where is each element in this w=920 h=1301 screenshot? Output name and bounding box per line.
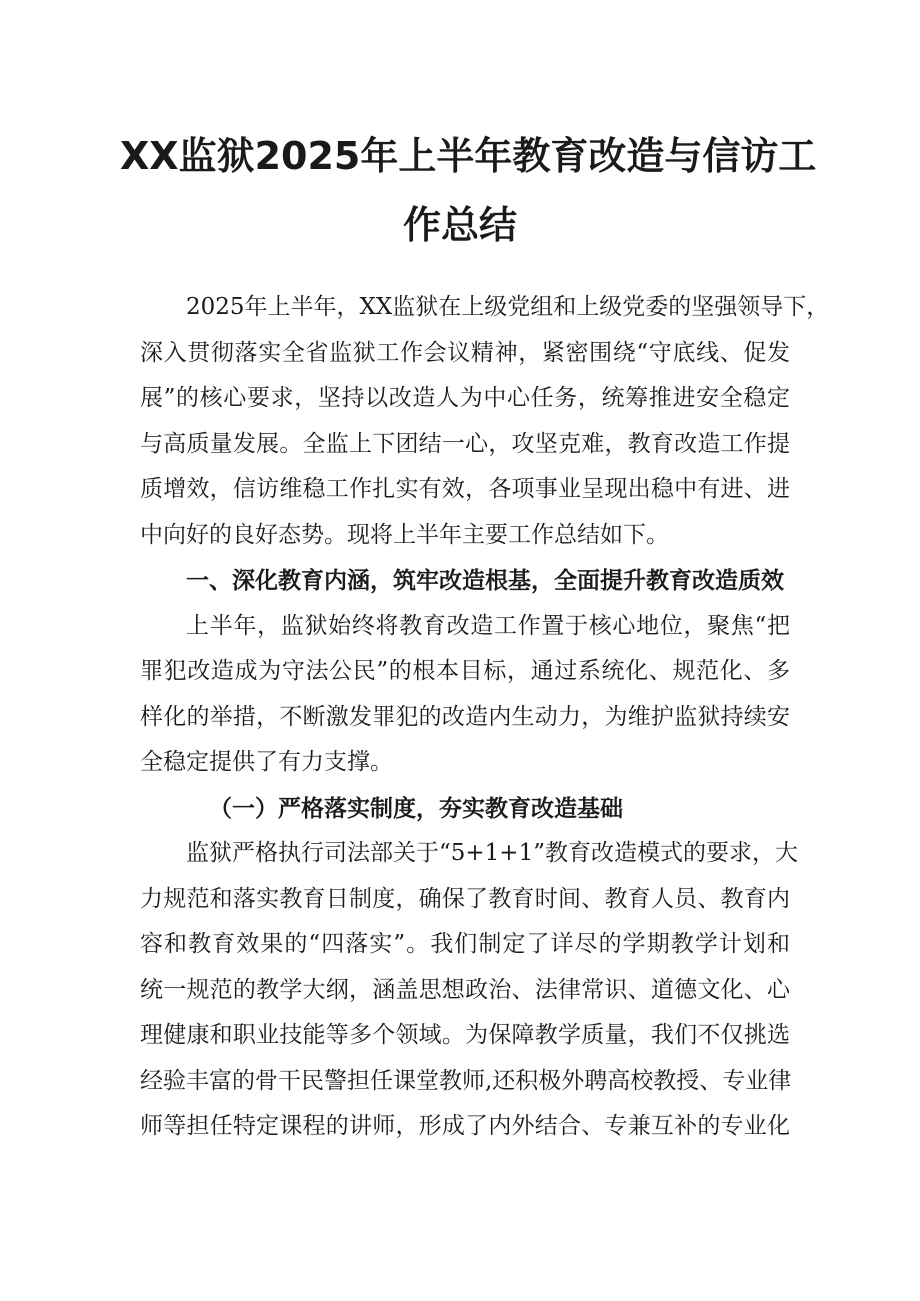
paragraph-line: 力规范和落实教育日制度，确保了教育时间、教育人员、教育内 (140, 885, 790, 912)
paragraph-line: 展”的核心要求，坚持以改造人为中心任务，统筹推进安全稳定 (140, 385, 790, 411)
paragraph-line: 质增效，信访维稳工作扎实有效，各项事业呈现出稳中有进、进 (140, 476, 790, 502)
paragraph-line: 上半年，监狱始终将教育改造工作置于核心地位，聚焦“把 (186, 612, 790, 639)
paragraph-line: 深入贯彻落实全省监狱工作会议精神，紧密围绕“守底线、促发 (140, 339, 790, 366)
section-heading: 一、深化教育内涵，筑牢改造根基，全面提升教育改造质效 (186, 567, 784, 594)
paragraph-line: 样化的举措，不断激发罪犯的改造内生动力，为维护监狱持续安 (140, 703, 790, 730)
paragraph-line: 师等担任特定课程的讲师，形成了内外结合、专兼互补的专业化 (140, 1113, 790, 1139)
document-body (140, 285, 830, 1150)
paragraph-line: 罪犯改造成为守法公民”的根本目标，通过系统化、规范化、多 (140, 658, 790, 684)
subsection-heading: （一）严格落实制度，夯实教育改造基础 (209, 794, 623, 822)
paragraph-line: 全稳定提供了有力支撑。 (140, 749, 393, 775)
document-title-line-1: XX监狱2025年上半年教育改造与信访工 (120, 134, 817, 178)
document-title-line-2: 作总结 (402, 203, 517, 247)
paragraph-line: 与高质量发展。全监上下团结一心，攻坚克难，教育改造工作提 (140, 430, 790, 457)
paragraph-line: 理健康和职业技能等多个领域。为保障教学质量，我们不仅挑选 (140, 1022, 790, 1048)
paragraph-line: 中向好的良好态势。现将上半年主要工作总结如下。 (140, 521, 669, 548)
paragraph-line: 统一规范的教学大纲，涵盖思想政治、法律常识、道德文化、心 (140, 976, 790, 1003)
paragraph-line: 经验丰富的骨干民警担任课堂教师,还积极外聘高校教授、专业律 (140, 1067, 792, 1094)
paragraph-line: 监狱严格执行司法部关于“5+1+1”教育改造模式的要求，大 (186, 840, 798, 866)
paragraph-line: 2025年上半年，XX监狱在上级党组和上级党委的坚强领导下， (186, 294, 830, 320)
paragraph-line: 容和教育效果的“四落实”。我们制定了详尽的学期教学计划和 (140, 931, 790, 957)
